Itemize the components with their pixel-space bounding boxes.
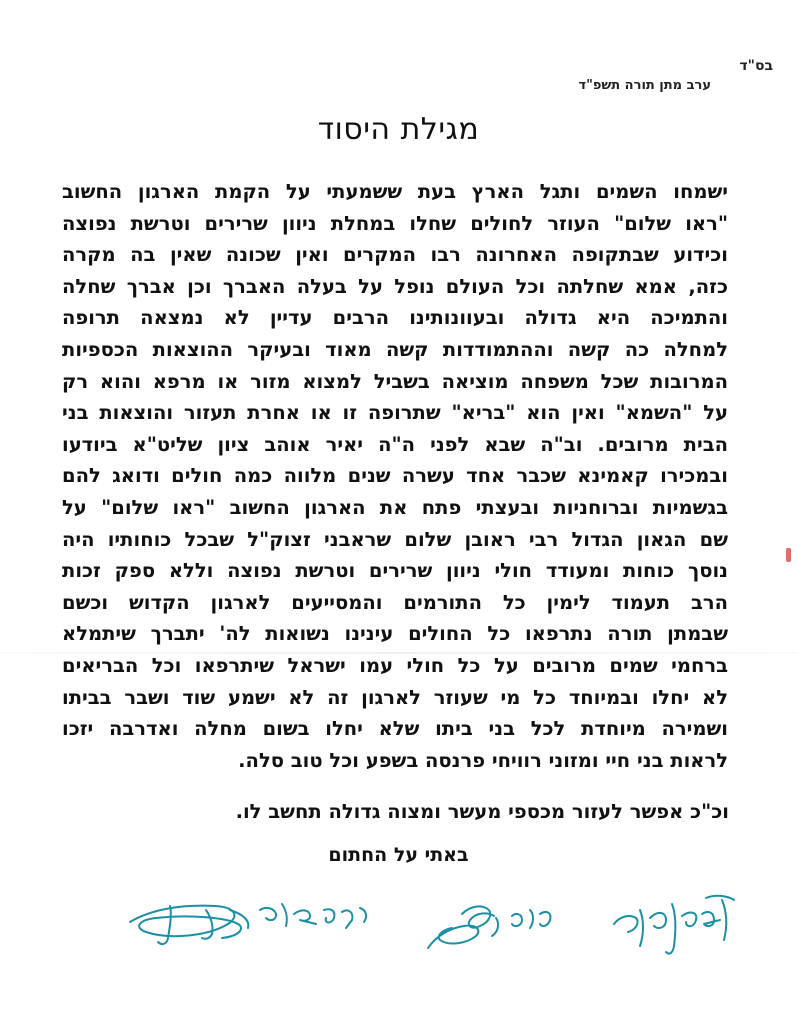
body-line: ישמחו השמים ותגל הארץ בעת ששמעתי על הקמת הארגון החשוב	[62, 180, 728, 203]
signature-area	[110, 880, 750, 980]
body-line: נוסך כוחות ומעודד חולי ניוון שרירים וטרשת נפוצה וללא ספק זכות	[62, 559, 728, 583]
signoff-line: באתי על החתום	[328, 844, 469, 866]
body-line: המרובות שכל משפחה מוציאה בשביל למצוא מזור או מרפא והוא רק	[62, 369, 728, 393]
body-line: והתמיכה היא גדולה ובעוונותינו הרבים עדיין לא נמצאה תרופה	[62, 306, 728, 330]
signature-left	[130, 904, 366, 944]
body-line: "ראו שלום" העוזר לחולים שחלו במחלת ניוון שרירים וטרשת נפוצה	[62, 211, 728, 235]
body-line: לראות בני חיי ומזוני רוויחי פרנסה בשפע וכל טוב סלה.	[238, 748, 728, 772]
body-line: בגשמיות וברוחניות ובעצתי פתח את הארגון החשוב "ראו שלום" על	[62, 495, 728, 519]
signature-middle	[428, 906, 550, 948]
body-line: ברחמי שמים מרובים על כל חולי עמו ישראל שיתרפאו וכל הבריאים	[62, 653, 728, 677]
body-line: ושמירה מיוחדת לכל בני ביתו שלא יחלו בשום מחלה ואדרבה יזכו	[62, 717, 728, 741]
bsd-header: בס"ד	[739, 58, 773, 74]
body-line: ובמכירו קאמינא שכבר אחד עשרה שנים מלווה כמה חולים ודואג להם	[62, 464, 728, 488]
body-line: למחלה כה קשה וההתמודדות קשה מאוד ובעיקר ההוצאות הכספיות	[62, 337, 728, 361]
closing-line: וכ"כ אפשר לעזור מכספי מעשר ומצוה גדולה תחשב לו.	[235, 800, 729, 823]
date-line: ערב מתן תורה תשפ"ד	[578, 78, 711, 93]
body-line: לא יחלו ובמיוחד כל מי שעוזר לארגון זה לא ישמע שוד ושבר בביתו	[62, 685, 728, 709]
body-line: וכידוע שבתקופה האחרונה רבו המקרים ואין שכונה שאין בה מקרה	[62, 243, 728, 267]
body-line: שם הגאון הגדול רבי ראובן שלום שראבני זצוק"ל שבכל כוחותיו היה	[62, 527, 728, 551]
signature-right	[614, 896, 734, 954]
letter-body	[62, 176, 728, 776]
body-line: על "השמא" ואין הוא "בריא" שתרופה זו או אחרת תעזור והוצאות בני	[62, 401, 728, 425]
ink-speck	[786, 548, 791, 562]
body-line: כזה, אמא שחלתה וכל העולם נופל על בעלה האברך וכן אברך שחלה	[62, 274, 728, 298]
document-title: מגילת היסוד	[317, 112, 480, 147]
body-line: שבמתן תורה נתרפאו כל החולים עינינו נשואות לה' יתברך שיתמלא	[62, 622, 728, 646]
body-line: הרב תעמוד לימין כל התורמים והמסייעים לארגון הקדוש וכשם	[62, 590, 728, 614]
body-line: הבית מרובים. וב"ה שבא לפני ה"ה יאיר אוהב ציון שליט"א ביודעו	[62, 432, 728, 456]
